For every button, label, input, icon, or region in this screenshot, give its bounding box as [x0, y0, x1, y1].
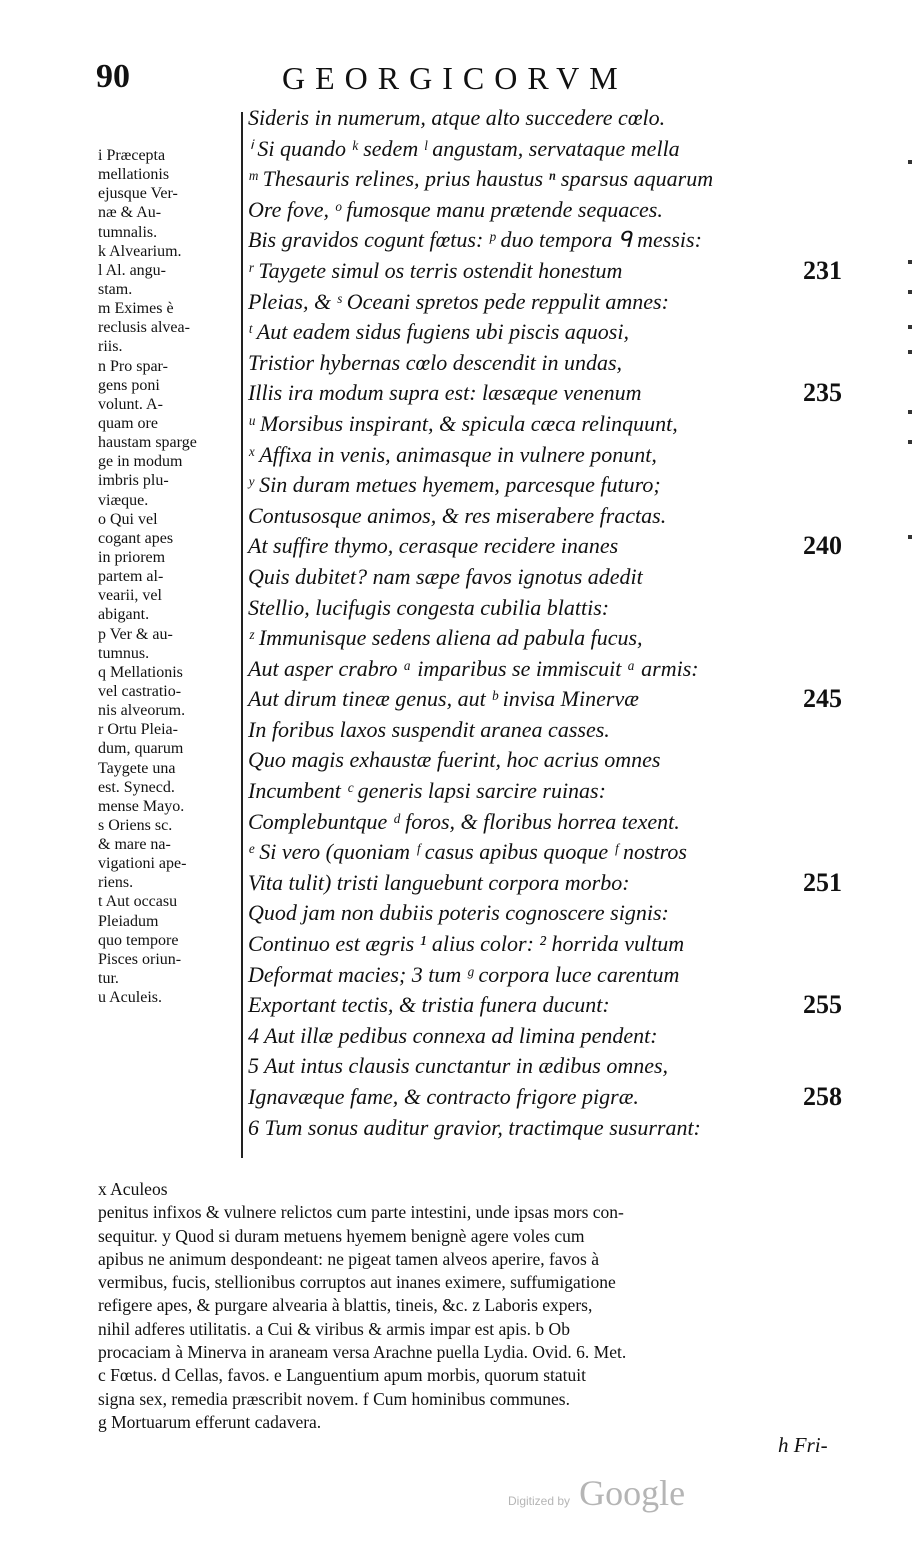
verse-line	[248, 562, 868, 593]
ink-speck	[908, 410, 912, 414]
margin-note-line: q Mellationis	[98, 663, 183, 681]
verse-line-text: Pleias, & ˢ Oceani spretos pede reppulit amnes:	[248, 288, 669, 314]
margin-note-line: abigant.	[98, 606, 150, 624]
margin-note-line: Taygete una	[98, 759, 176, 777]
verse-line-text: ʳ Taygete simul os terris ostendit honestum	[248, 257, 623, 283]
verse-line	[248, 440, 868, 471]
verse-line-text: Tristior hybernas cœlo descendit in undas,	[248, 349, 622, 375]
footnote-line: procaciam à Minerva in araneam versa Arachne puella Lydia. Ovid. 6. Met.	[98, 1342, 627, 1363]
verse-line-text: In foribus laxos suspendit aranea casses.	[248, 716, 610, 742]
margin-note-line: Pisces oriun-	[98, 950, 182, 968]
verse-line	[248, 195, 868, 226]
margin-note-line: s Oriens sc.	[98, 816, 173, 834]
margin-note-line: quo tempore	[98, 931, 179, 949]
verse-line	[248, 164, 868, 195]
margin-note-line: volunt. A-	[98, 395, 163, 413]
verse-line	[248, 837, 868, 868]
verse-line	[248, 715, 868, 746]
verse-line-text: Quis dubitet? nam sæpe favos ignotus adedit	[248, 563, 643, 589]
verse-line	[248, 807, 868, 838]
margin-note-line: tur.	[98, 970, 119, 988]
margin-note-line: mellationis	[98, 166, 170, 184]
verse-line-text: Ore fove, ᵒ fumosque manu prætende sequaces.	[248, 196, 663, 222]
margin-note-line: gens poni	[98, 376, 160, 394]
margin-note-line: l Al. angu-	[98, 261, 166, 279]
margin-note-line: o Qui vel	[98, 510, 158, 528]
footnote-line: apibus ne animum despondeant: ne pigeat tamen alveos aperire, favos à	[98, 1248, 600, 1269]
verse-line-text: ᵐ Thesauris relines, prius haustus ⁿ sparsus aquarum	[248, 166, 714, 192]
ink-speck	[908, 535, 912, 539]
verse-line-text: Aut dirum tineæ genus, aut ᵇ invisa Minervæ	[248, 686, 639, 712]
ink-speck	[908, 260, 912, 264]
verse-line	[248, 898, 868, 929]
margin-note-line: stam.	[98, 280, 133, 298]
verse-line-text: Contusosque animos, & res miserabere fractas.	[248, 502, 667, 528]
footnotes	[98, 1178, 858, 1434]
verse-line	[248, 501, 868, 532]
line-number: 255	[803, 990, 842, 1020]
verse-line-text: Bis gravidos cogunt fœtus: ᵖ duo tempora ᑫ messis:	[248, 227, 702, 253]
verse-line	[248, 470, 868, 501]
verse-line	[248, 531, 868, 562]
verse-line-text: ⁱ Si quando ᵏ sedem ˡ angustam, servataque mella	[248, 135, 680, 161]
ink-speck	[908, 325, 912, 329]
verse-line-text: Stellio, lucifugis congesta cubilia blattis:	[248, 594, 610, 620]
verse-line-text: Quo magis exhaustæ fuerint, hoc acrius omnes	[248, 747, 661, 773]
verse-line	[248, 929, 868, 960]
margin-note-line: imbris plu-	[98, 472, 169, 490]
verse-line	[248, 868, 868, 899]
verse-line-text: Continuo est ægris ¹ alius color: ² horrida vultum	[248, 931, 685, 957]
verse-line	[248, 990, 868, 1021]
verse-line-text: Quod jam non dubiis poteris cognoscere signis:	[248, 900, 669, 926]
column-divider	[241, 112, 243, 1158]
footnote-line: nihil adferes utilitatis. a Cui & viribus & armis impar est apis. b Ob	[98, 1318, 570, 1339]
verse-line-text: Illis ira modum supra est: læsæque venenum	[248, 380, 642, 406]
verse-line	[248, 103, 868, 134]
verse-line	[248, 348, 868, 379]
line-number: 245	[803, 684, 842, 714]
margin-note-line: est. Synecd.	[98, 778, 175, 796]
verse-line	[248, 776, 868, 807]
verse-line	[248, 1051, 868, 1082]
verse-line-text: ᵘ Morsibus inspirant, & spicula cæca relinquunt,	[248, 410, 678, 436]
line-number: 231	[803, 255, 842, 285]
verse-line	[248, 593, 868, 624]
verse-line	[248, 745, 868, 776]
margin-note-line: n Pro spar-	[98, 357, 168, 375]
margin-note-line: reclusis alvea-	[98, 319, 190, 337]
verse-line-text: Aut asper crabro ᵃ imparibus se immiscuit ᵃ armis:	[248, 655, 699, 681]
verse-line-text: Vita tulit) tristi languebunt corpora morbo:	[248, 869, 630, 895]
verse-text	[248, 103, 868, 1143]
footnote-line: vermibus, fucis, stellionibus corruptos aut inanes eximere, suffumigatione	[98, 1272, 616, 1293]
margin-note-line: cogant apes	[98, 529, 174, 547]
watermark-brand: Google	[579, 1473, 686, 1513]
footnote-line: refigere apes, & purgare alvearia à blattis, tineis, &c. z Laboris expers,	[98, 1295, 593, 1316]
ink-speck	[908, 160, 912, 164]
verse-line-text: Sideris in numerum, atque alto succedere cœlo.	[248, 105, 666, 130]
margin-note-line: dum, quarum	[98, 740, 184, 758]
margin-note-line: viæque.	[98, 491, 149, 509]
verse-line-text: 4 Aut illæ pedibus connexa ad limina pendent:	[248, 1022, 658, 1048]
ink-speck	[908, 440, 912, 444]
verse-line	[248, 256, 868, 287]
margin-note-line: riis.	[98, 338, 123, 356]
footnote-line: c Fœtus. d Cellas, favos. e Languentium apum morbis, quorum statuit	[98, 1365, 586, 1386]
margin-note-line: p Ver & au-	[98, 625, 173, 643]
verse-line	[248, 1021, 868, 1052]
margin-note-line: in priorem	[98, 548, 166, 566]
verse-line-text: Complebuntque ᵈ foros, & floribus horrea texent.	[248, 808, 680, 834]
verse-line	[248, 317, 868, 348]
verse-line-text: ᶻ Immunisque sedens aliena ad pabula fucus,	[248, 625, 643, 651]
margin-note-line: k Alvearium.	[98, 242, 182, 260]
margin-note-line: vel castratio-	[98, 682, 182, 700]
margin-note-line: r Ortu Pleia-	[98, 721, 178, 739]
verse-line-text: ᵉ Si vero (quoniam ᶠ casus apibus quoque ᶠ nostros	[248, 839, 687, 865]
edge-specks	[904, 150, 914, 570]
verse-line	[248, 409, 868, 440]
verse-line-text: 5 Aut intus clausis cunctantur in ædibus omnes,	[248, 1053, 669, 1079]
footnote-line: g Mortuarum efferunt cadavera.	[98, 1411, 322, 1432]
margin-note-line: quam ore	[98, 414, 158, 432]
margin-note-line: nis alveorum.	[98, 702, 186, 720]
margin-note-line: ejusque Ver-	[98, 185, 178, 203]
margin-note-line: u Aculeis.	[98, 989, 162, 1007]
verse-line	[248, 623, 868, 654]
margin-note-line: mense Mayo.	[98, 797, 185, 815]
verse-line	[248, 287, 868, 318]
verse-line	[248, 684, 868, 715]
verse-line-text: Ignavæque fame, & contracto frigore pigræ.	[248, 1084, 639, 1109]
margin-note-line: tumnus.	[98, 644, 150, 662]
margin-note-line: vigationi ape-	[98, 855, 187, 873]
verse-line	[248, 1113, 868, 1144]
margin-note-line: riens.	[98, 874, 134, 892]
verse-line	[248, 378, 868, 409]
line-number: 235	[803, 378, 842, 408]
ink-speck	[908, 290, 912, 294]
line-number: 251	[803, 867, 842, 897]
catchword: h Fri-	[778, 1433, 828, 1457]
margin-note-line: m Eximes è	[98, 300, 174, 318]
verse-line-text: ᵗ Aut eadem sidus fugiens ubi piscis aquosi,	[248, 319, 629, 345]
footnote-line: penitus infixos & vulnere relictos cum parte intestini, unde ipsas mors con-	[98, 1202, 624, 1223]
margin-note-line: & mare na-	[98, 836, 171, 854]
verse-line-text: Deformat macies; 3 tum ᵍ corpora luce carentum	[248, 961, 680, 987]
verse-line	[248, 654, 868, 685]
footnote-line: signa sex, remedia præscribit novem. f Cum hominibus communes.	[98, 1388, 570, 1409]
margin-note-line: haustam sparge	[98, 434, 197, 452]
watermark-prefix: Digitized by	[508, 1494, 571, 1508]
page-number: 90	[96, 58, 130, 95]
verse-line-text: Exportant tectis, & tristia funera ducunt:	[248, 992, 610, 1018]
verse-line	[248, 960, 868, 991]
margin-note-line: t Aut occasu	[98, 893, 178, 911]
margin-note-line: tumnalis.	[98, 223, 158, 241]
margin-note-line: vearii, vel	[98, 587, 162, 605]
verse-line-text: 6 Tum sonus auditur gravior, tractimque susurrant:	[248, 1114, 701, 1140]
verse-line	[248, 134, 868, 165]
verse-line-text: At suffire thymo, cerasque recidere inanes	[248, 533, 619, 559]
margin-notes	[98, 146, 238, 1007]
margin-note-line: næ & Au-	[98, 204, 162, 222]
verse-line-text: Incumbent ᶜ generis lapsi sarcire ruinas:	[248, 778, 606, 804]
margin-note-line: i Præcepta	[98, 147, 166, 164]
verse-line-text: ˣ Affixa in venis, animasque in vulnere ponunt,	[248, 441, 657, 467]
verse-line-text: ʸ Sin duram metues hyemem, parcesque futuro;	[248, 472, 661, 498]
line-number: 240	[803, 531, 842, 561]
footnote-line: sequitur. y Quod si duram metuens hyemem benignè agere voles cum	[98, 1225, 585, 1246]
margin-note-line: Pleiadum	[98, 912, 159, 930]
footnote-line: x Aculeos	[98, 1179, 168, 1199]
margin-note-line: partem al-	[98, 568, 164, 586]
running-head: GEORGICORVM	[282, 60, 628, 96]
verse-line	[248, 1082, 868, 1113]
line-number: 258	[803, 1082, 842, 1111]
ink-speck	[908, 350, 912, 354]
digitized-watermark	[508, 1472, 685, 1514]
margin-note-line: ge in modum	[98, 453, 183, 471]
verse-line	[248, 225, 868, 256]
